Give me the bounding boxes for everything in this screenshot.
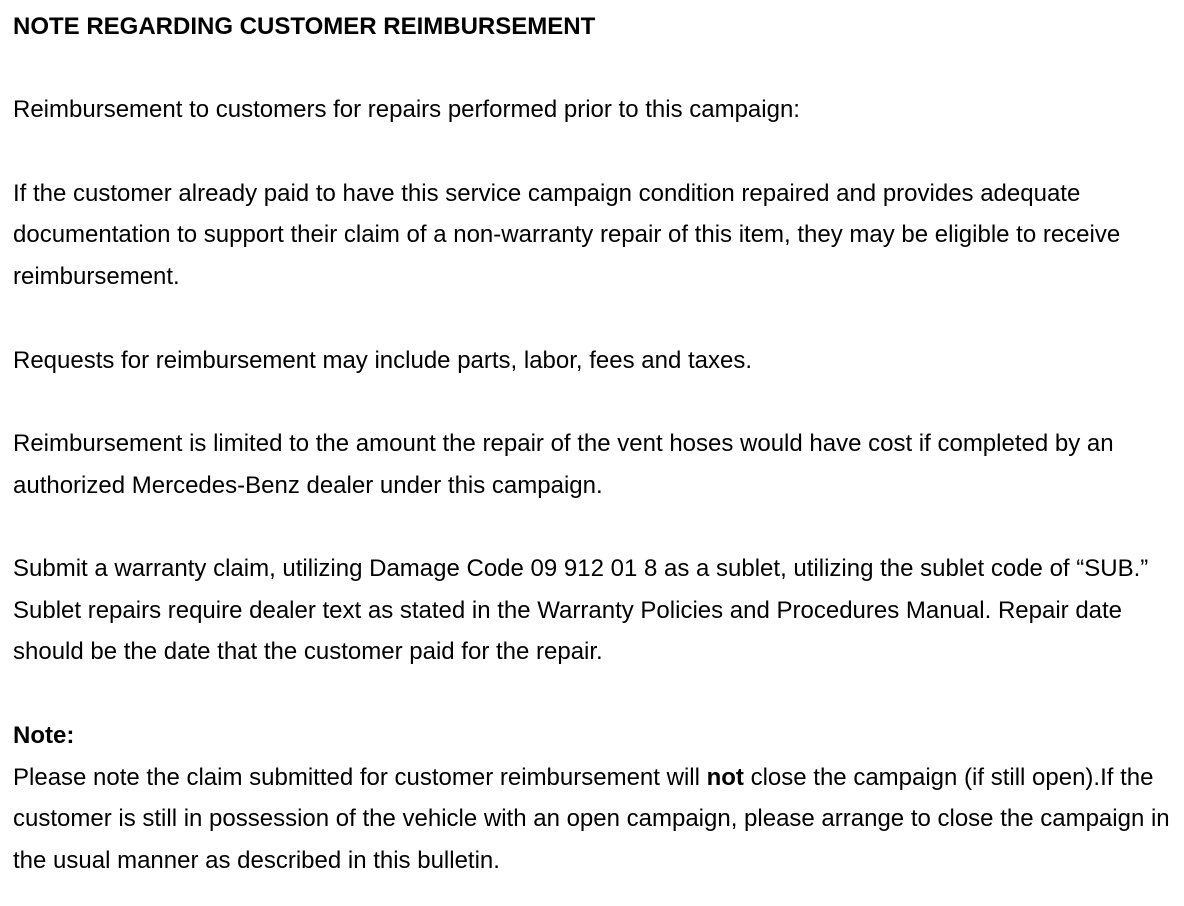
eligibility-paragraph: If the customer already paid to have this service campaign condition repaired and provides adequate documentation to support their claim of a non-warranty repair of this item, they may be eligible to receive reimbursement. [13,179,1121,291]
paragraph-gap [13,298,1175,340]
paragraph-gap [13,673,1175,715]
requests-paragraph: Requests for reimbursement may include parts, labor, fees and taxes. [13,346,753,374]
paragraph-gap [13,506,1175,548]
submit-claim-paragraph: Submit a warranty claim, utilizing Damage Code 09 912 01 8 as a sublet, utilizing the sublet code of “SUB.” Sublet repairs require dealer text as stated in the Warranty Policies and Procedures Manual. Repair date should be the date that the customer paid for the repair. [13,555,1149,666]
note-paragraph [13,757,1175,882]
paragraph-gap [13,131,1175,173]
limit-paragraph: Reimbursement is limited to the amount the repair of the vent hoses would have cost if completed by an authorized Mercedes-Benz dealer under this campaign. [13,429,1114,499]
paragraph-gap [13,48,1175,90]
note-emphasis: not [706,763,744,791]
note-text-after: close the campaign (if still open).If the customer is still in possession of the vehicle with an open campaign, please arrange to close the campaign in the usual manner as described in this bulletin. [13,763,1170,874]
document-title: NOTE REGARDING CUSTOMER REIMBURSEMENT [13,13,596,40]
paragraph-gap [13,381,1175,423]
intro-paragraph: Reimbursement to customers for repairs performed prior to this campaign: [13,96,800,124]
note-label: Note: [13,721,75,749]
document-body [13,6,1175,882]
note-text-before: Please note the claim submitted for customer reimbursement will [13,763,707,791]
